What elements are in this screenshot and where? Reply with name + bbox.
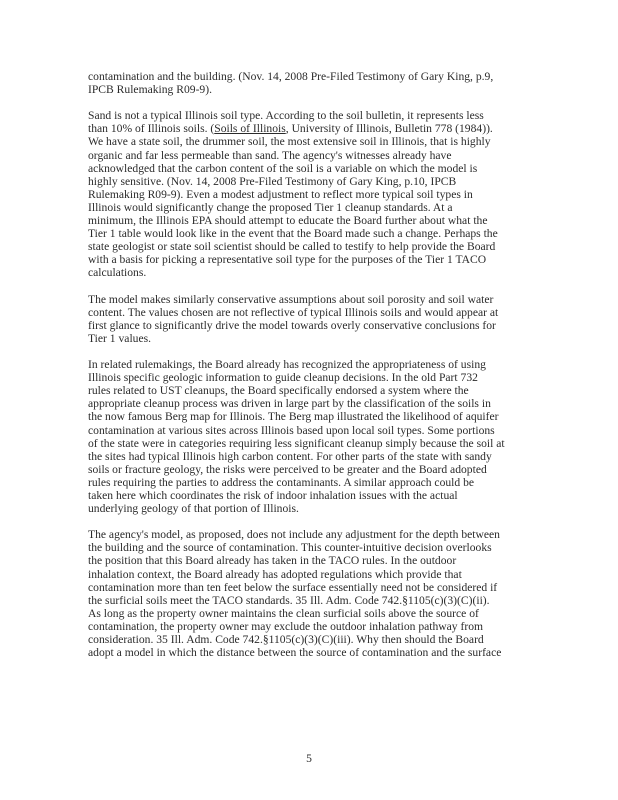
text-line: first glance to significantly drive the model towards overly conservative conclusions for xyxy=(88,318,496,332)
text-line: underlying geology of that portion of Illinois. xyxy=(88,502,299,516)
document-body xyxy=(88,70,539,672)
text-line: IPCB Rulemaking R09-9). xyxy=(88,83,212,97)
text-line: Tier 1 values. xyxy=(88,331,152,345)
paragraph-1 xyxy=(88,70,539,96)
text-line: rules requiring the parties to address the contaminants. A similar approach could be xyxy=(88,475,475,489)
text-line: adopt a model in which the distance between the source of contamination and the surface xyxy=(88,646,502,660)
text-line: the building and the source of contamination. This counter-intuitive decision overlooks xyxy=(88,541,492,555)
text-line: Sand is not a typical Illinois soil type. According to the soil bulletin, it represents less xyxy=(88,109,484,123)
text-line: The agency's model, as proposed, does not include any adjustment for the depth between xyxy=(88,528,500,542)
page-number: 5 xyxy=(306,752,312,765)
text-line: organic and far less permeable than sand. The agency's witnesses already have xyxy=(88,148,452,162)
paragraph-3 xyxy=(88,293,539,345)
text-line: appropriate cleanup process was driven in large part by the classification of the soils in xyxy=(88,397,491,411)
text-line: inhalation context, the Board already has adopted regulations which provide that xyxy=(88,567,462,581)
text-line: with a basis for picking a representative soil type for the purposes of the Tier 1 TACO xyxy=(88,253,487,267)
text-line: the position that this Board already has taken in the TACO rules. In the outdoor xyxy=(88,554,457,568)
text-line: We have a state soil, the drummer soil, the most extensive soil in Illinois, that is highly xyxy=(88,135,491,149)
text-line: contamination, the property owner may exclude the outdoor inhalation pathway from xyxy=(88,619,484,633)
text-line: content. The values chosen are not reflective of typical Illinois soils and would appear at xyxy=(88,305,499,319)
text-line: soils or fracture geology, the risks were perceived to be greater and the Board adopted xyxy=(88,462,487,476)
paragraph-5 xyxy=(88,528,539,659)
text-line: state geologist or state soil scientist should be called to testify to help provide the Board xyxy=(88,240,496,254)
text-line: minimum, the Illinois EPA should attempt to educate the Board further about what the xyxy=(88,214,488,228)
text-line: highly sensitive. (Nov. 14, 2008 Pre-Filed Testimony of Gary King, p.10, IPCB xyxy=(88,174,457,188)
text-line: Illinois specific geologic information to guide cleanup decisions. In the old Part 732 xyxy=(88,371,478,385)
text-line: consideration. 35 Ill. Adm. Code 742.§1105(c)(3)(C)(iii). Why then should the Board xyxy=(88,633,484,647)
text-line: The model makes similarly conservative assumptions about soil porosity and soil water xyxy=(88,292,494,306)
text-line: Rulemaking R09-9). Even a modest adjustment to reflect more typical soil types in xyxy=(88,187,473,201)
text-line: acknowledged that the carbon content of the soil is a variable on which the model is xyxy=(88,161,478,175)
text-line: Illinois would significantly change the proposed Tier 1 cleanup standards. At a xyxy=(88,200,453,214)
citation-title: Soils of Illinois xyxy=(214,122,286,136)
paragraph-2 xyxy=(88,109,539,279)
text-line: of the state were in categories requiring less significant cleanup simply because the soil at xyxy=(88,436,505,450)
text-line: In related rulemakings, the Board already has recognized the appropriateness of using xyxy=(88,358,486,372)
paragraph-4 xyxy=(88,358,539,515)
text-line: contamination more than ten feet below the surface essentially need not be considered if xyxy=(88,580,498,594)
text-line: rules related to UST cleanups, the Board specifically endorsed a system where the xyxy=(88,384,469,398)
text-line: contamination at various sites across Illinois based upon local soil types. Some portions xyxy=(88,423,495,437)
text-line: the now famous Berg map for Illinois. The Berg map illustrated the likelihood of aquifer xyxy=(88,410,499,424)
text-line: the surficial soils meet the TACO standards. 35 Ill. Adm. Code 742.§1105(c)(3)(C)(ii). xyxy=(88,593,490,607)
text-line: Tier 1 table would look like in the event that the Board made such a change. Perhaps the xyxy=(88,227,498,241)
text-line: taken here which coordinates the risk of indoor inhalation issues with the actual xyxy=(88,489,458,502)
citation-line xyxy=(88,122,539,135)
text-line: As long as the property owner maintains the clean surficial soils above the source of xyxy=(88,606,479,620)
text-line: contamination and the building. (Nov. 14, 2008 Pre-Filed Testimony of Gary King, p.9, xyxy=(88,70,494,83)
text-line: calculations. xyxy=(88,266,147,280)
text-line: the sites had typical Illinois high carbon content. For other parts of the state with sandy xyxy=(88,449,492,463)
text-segment: , University of Illinois, Bulletin 778 (1984)). xyxy=(285,122,493,136)
text-segment: than 10% of Illinois soils. ( xyxy=(88,122,215,136)
